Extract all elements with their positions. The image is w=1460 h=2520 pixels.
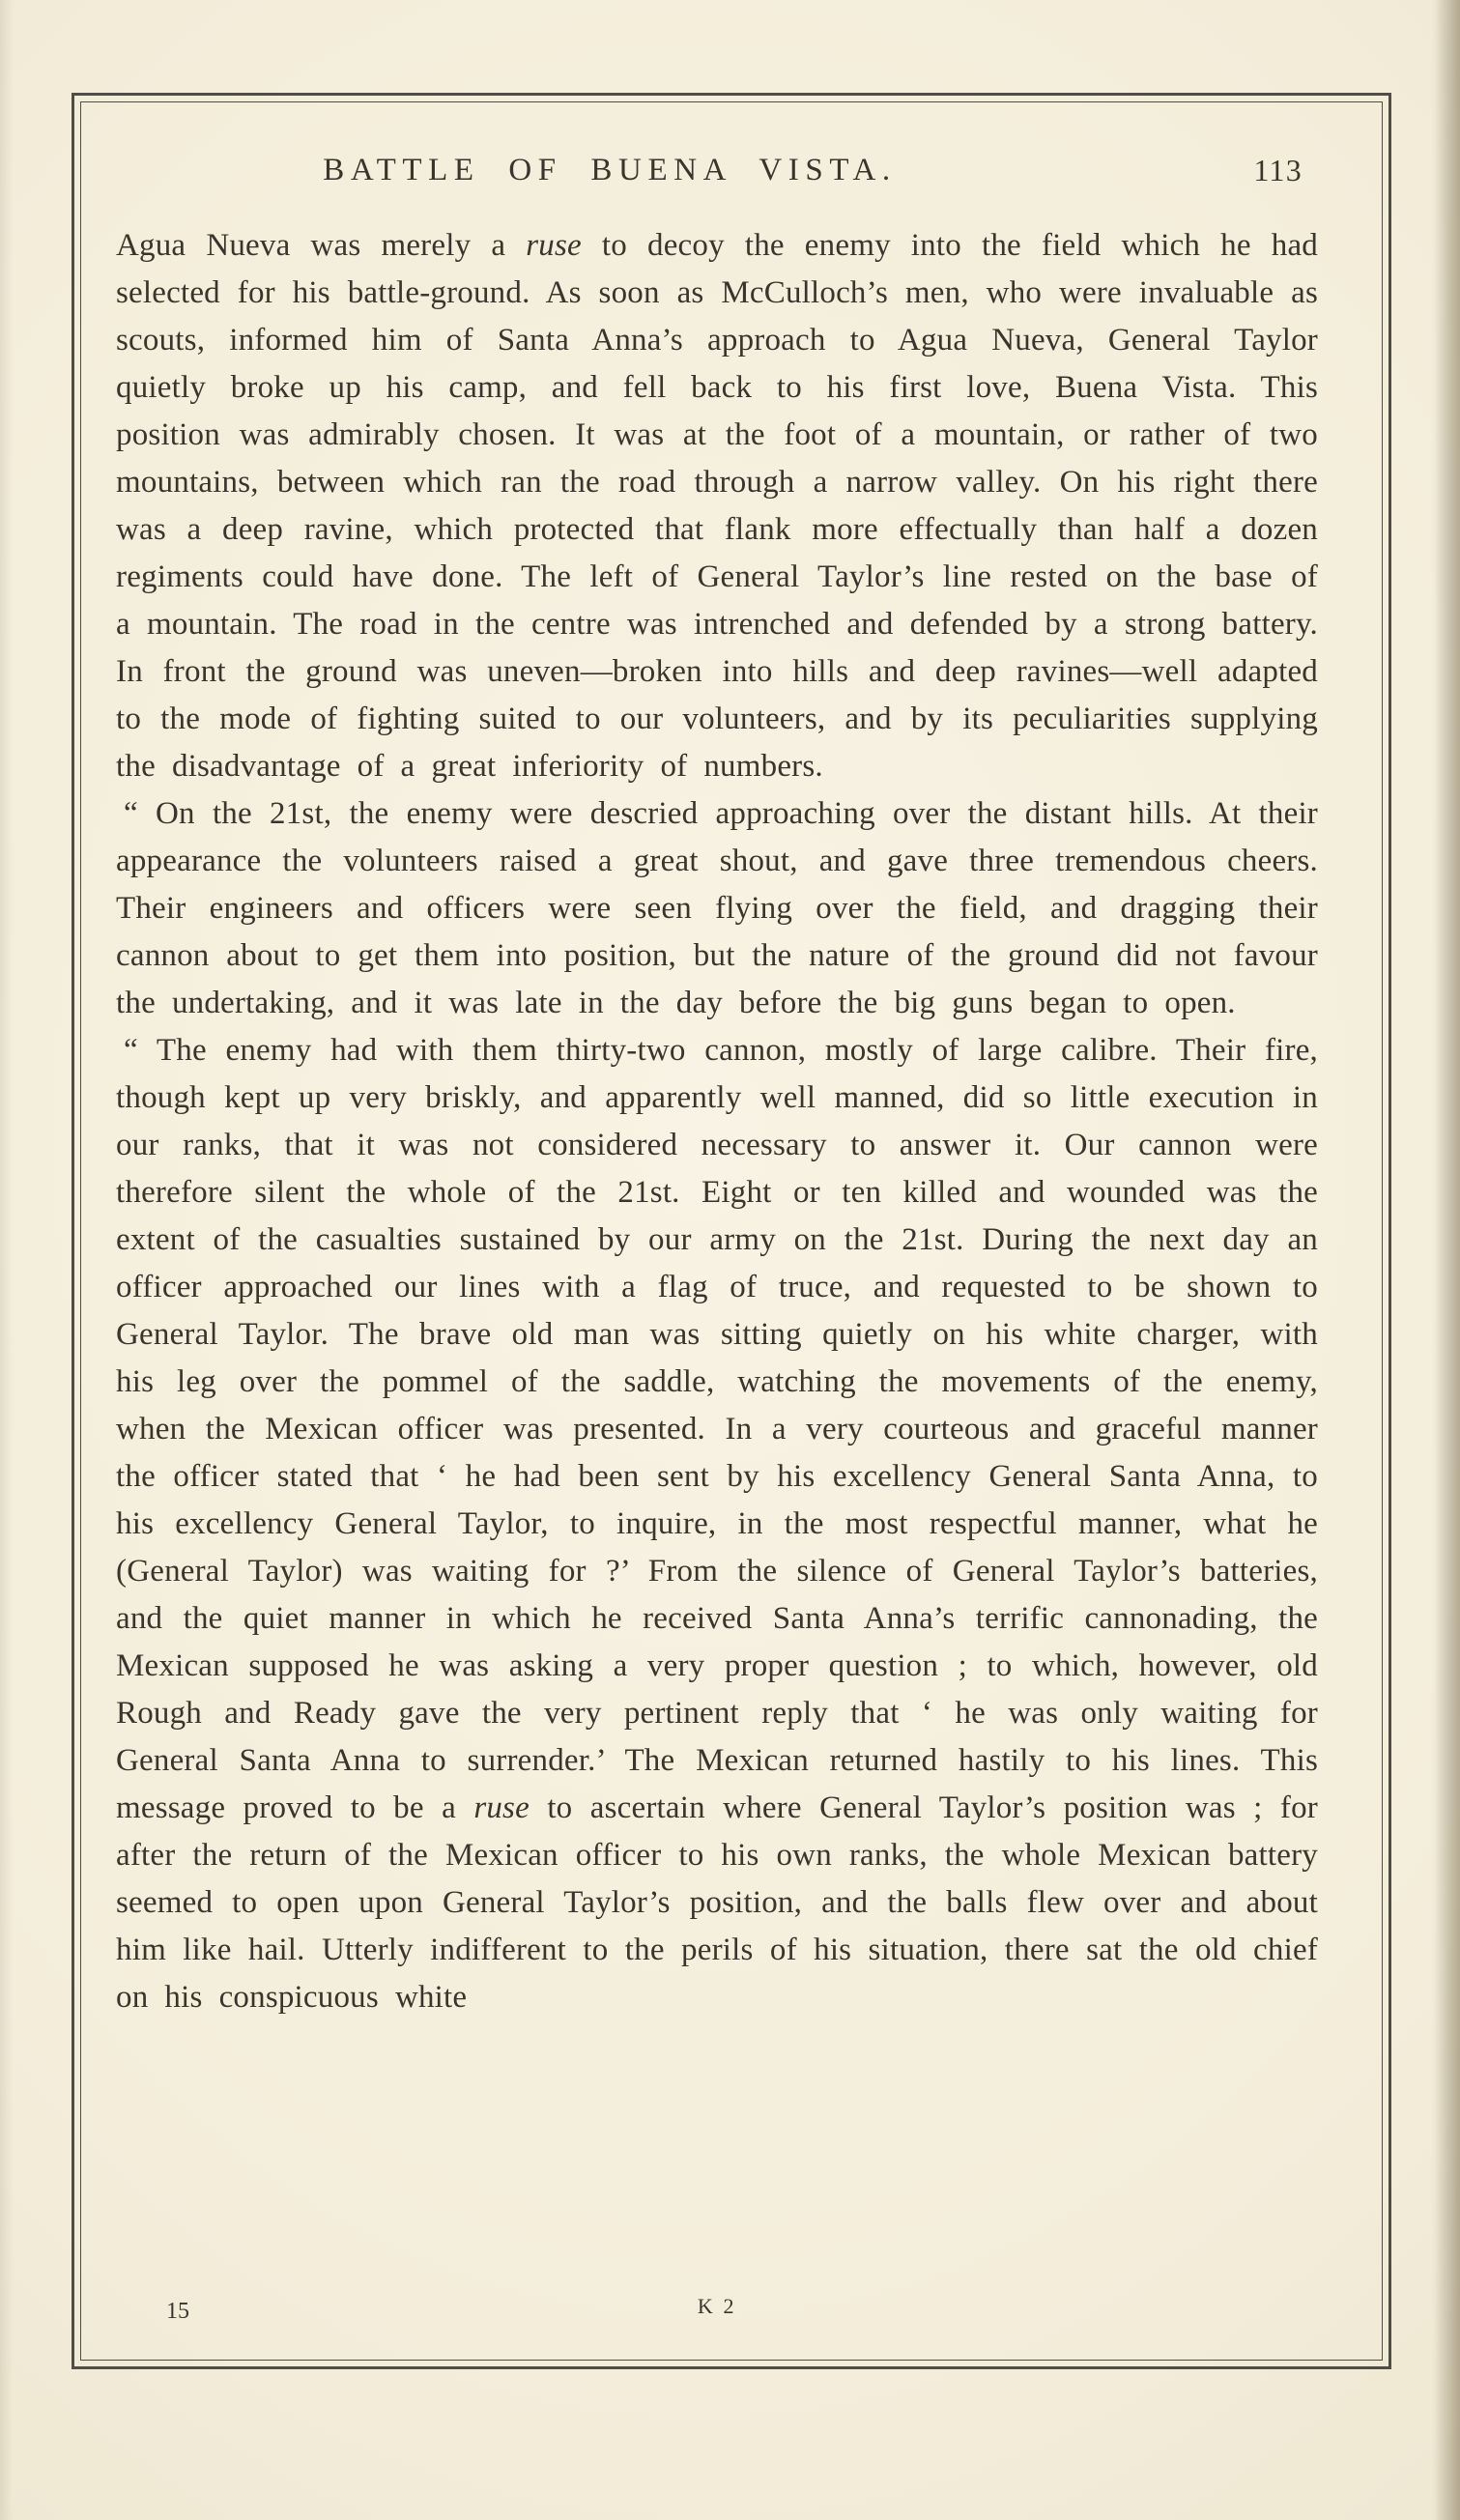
- signature-mark-center: K 2: [697, 2294, 737, 2318]
- signature-mark-left: 15: [166, 2299, 189, 2324]
- running-title: BATTLE OF BUENA VISTA.: [323, 153, 897, 187]
- paragraph: [116, 790, 1318, 1027]
- page-border-outer: [72, 93, 1391, 2369]
- italic-text: ruse: [526, 228, 582, 263]
- text-run: to ascertain where General Taylor’s position was ; for after the return of the Mexican officer to his own ranks, the whole Mexican battery seemed to open upon General Taylor’s position, and the balls flew over and about him like hail. Utterly indifferent to the perils of his situation, there sat the old chief on his conspicuous white: [116, 1790, 1318, 2015]
- page-border-inner: [80, 101, 1383, 2361]
- text-run: to decoy the enemy into the field which he had selected for his battle-ground. As soon as McCulloch’s men, who were invaluable as scouts, informed him of Santa Anna’s approach to Agua Nueva, General Taylor quietly broke up his camp, and fell back to his first love, Buena Vista. This position was admirably chosen. It was at the foot of a mountain, or rather of two mountains, between which ran the road through a narrow valley. On his right there was a deep ravine, which protected that flank more effectually than half a dozen regiments could have done. The left of General Taylor’s line rested on the base of a mountain. The road in the centre was intrenched and defended by a strong battery. In front the ground was uneven—broken into hills and deep ravines—well adapted to the mode of fighting suited to our volunteers, and by its peculiarities supplying the disadvantage of a great inferiority of numbers.: [116, 228, 1318, 784]
- text-run: Agua Nueva was merely a: [116, 228, 527, 263]
- page-edge-shadow: [1431, 0, 1460, 2520]
- page-number: 113: [1253, 153, 1303, 187]
- italic-text: ruse: [473, 1790, 530, 1825]
- page-footer: [116, 2294, 1318, 2325]
- body-text: [116, 222, 1318, 2021]
- text-run: “ On the 21st, the enemy were descried approaching over the distant hills. At their appearance the volunteers raised a great shout, and gave three tremendous cheers. Their engineers and officers were seen flying over the field, and dragging their cannon about to get them into position, but the nature of the ground did not favour the undertaking, and it was late in the day before the big guns began to open.: [116, 796, 1318, 1020]
- paragraph: [116, 222, 1318, 790]
- paragraph: [116, 1027, 1318, 2021]
- page-header: [81, 153, 1382, 195]
- text-run: “ The enemy had with them thirty-two cannon, mostly of large calibre. Their fire, though kept up very briskly, and apparently well manned, did so little execution in our ranks, that it was not considered necessary to answer it. Our cannon were therefore silent the whole of the 21st. Eight or ten killed and wounded was the extent of the casualties sustained by our army on the 21st. During the next day an officer approached our lines with a flag of truce, and requested to be shown to General Taylor. The brave old man was sitting quietly on his white charger, with his leg over the pommel of the saddle, watching the movements of the enemy, when the Mexican officer was presented. In a very courteous and graceful manner the officer stated that ‘ he had been sent by his excellency General Santa Anna, to his excellency General Taylor, to inquire, in the most respectful manner, what he (General Taylor) was waiting for ?’ From the silence of General Taylor’s batteries, and the quiet manner in which he received Santa Anna’s terrific cannonading, the Mexican supposed he was asking a very proper question ; to which, however, old Rough and Ready gave the very pertinent reply that ‘ he was only waiting for General Santa Anna to surrender.’ The Mexican returned hastily to his lines. This message proved to be a: [116, 1033, 1318, 1825]
